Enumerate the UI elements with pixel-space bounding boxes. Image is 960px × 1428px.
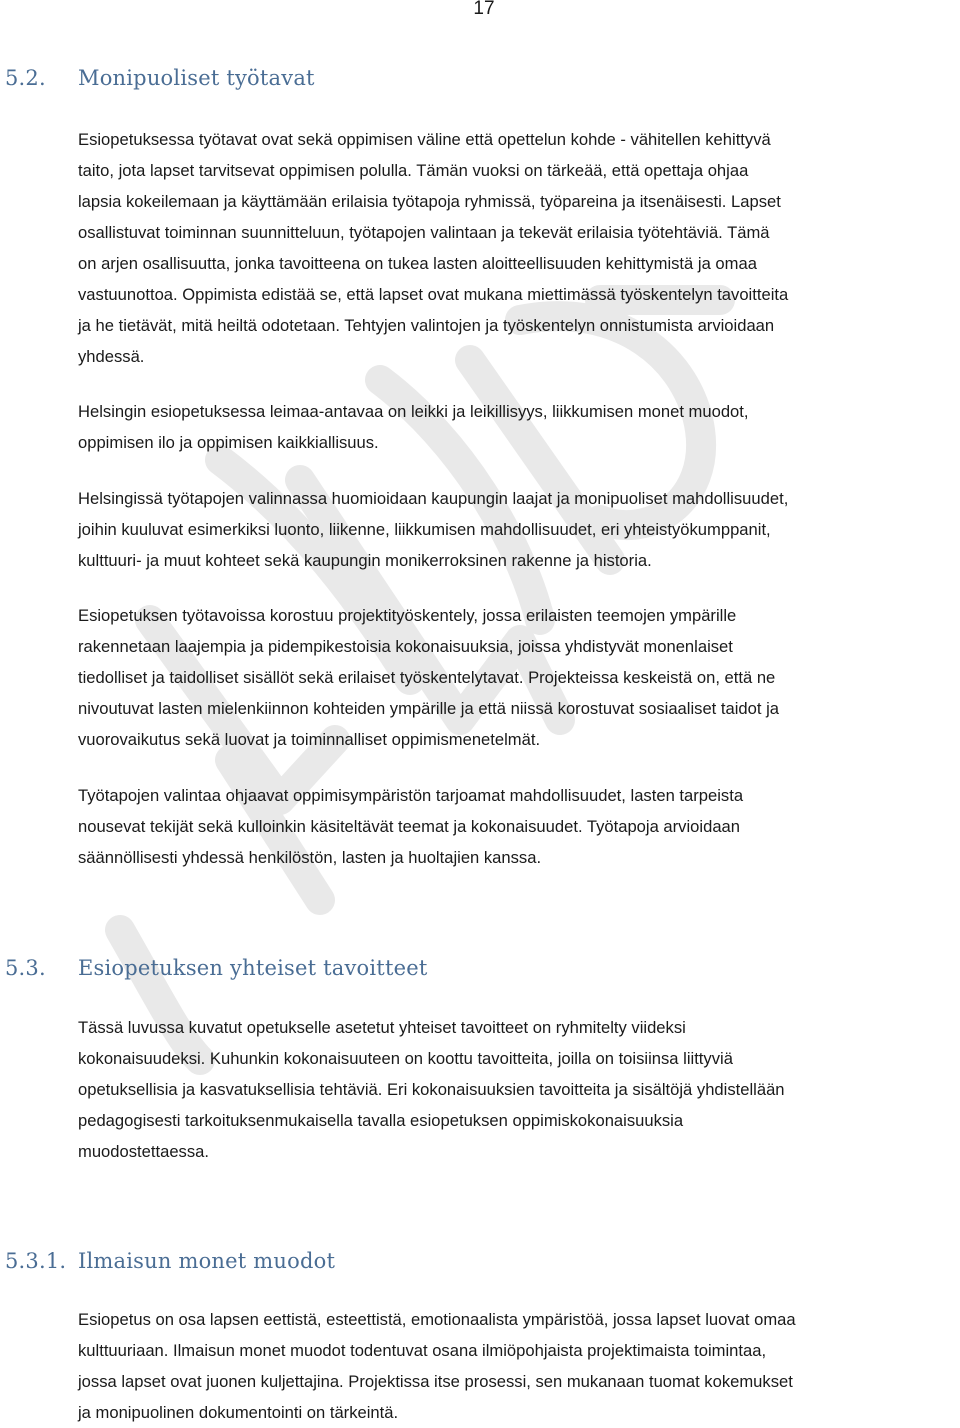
text-line: pedagogisesti tarkoituksenmukaisella tavalla esiopetuksen oppimiskokonaisuuksia	[78, 1111, 684, 1130]
text-line: säännöllisesti yhdessä henkilöstön, lasten ja huoltajien kanssa.	[78, 848, 542, 867]
text-line: vuorovaikutus sekä luovat ja toiminnalliset oppimismenetelmät.	[78, 730, 541, 749]
section-title: Monipuoliset työtavat	[78, 66, 315, 90]
text-line: tiedolliset ja taidolliset sisällöt sekä erilaiset työskentelytavat. Projekteissa keskeistä on, että ne	[78, 668, 776, 687]
text-line: ja he tietävät, mitä heiltä odotetaan. Tehtyjen valintojen ja työskentelyn onnistumista arvioidaan	[78, 316, 775, 335]
text-line: Työtapojen valintaa ohjaavat oppimisympäristön tarjoamat mahdollisuudet, lasten tarpeista	[78, 786, 744, 805]
text-line: ja monipuolinen dokumentointi on tärkeintä.	[78, 1403, 399, 1422]
section-title: Ilmaisun monet muodot	[78, 1249, 336, 1273]
section-heading-5-3	[5, 956, 427, 980]
text-line: opetuksellisia ja kasvatuksellisia tehtäviä. Eri kokonaisuuksien tavoitteita ja sisältöjä yhdistellään	[78, 1080, 785, 1099]
text-line: muodostettaessa.	[78, 1142, 209, 1161]
paragraph	[78, 1012, 960, 1167]
text-line: Esiopetuksessa työtavat ovat sekä oppimisen väline että opettelun kohde - vähitellen kehittyvä	[78, 130, 771, 149]
text-line: Helsingissä työtapojen valinnassa huomioidaan kaupungin laajat ja monipuoliset mahdollisuudet,	[78, 489, 789, 508]
paragraph	[78, 780, 960, 873]
text-line: lapsia kokeilemaan ja käyttämään erilaisia työtapoja ryhmissä, työpareina ja itsenäisesti. Lapset	[78, 192, 781, 211]
text-line: on arjen osallisuutta, jonka tavoitteena on tukea lasten aloitteellisuuden kehittymistä ja omaa	[78, 254, 757, 273]
section-number: 5.2.	[5, 66, 46, 90]
text-line: oppimisen ilo ja oppimisen kaikkiallisuus.	[78, 433, 379, 452]
text-line: nivoutuvat lasten mielenkiinnon kohteiden ympärille ja että niissä korostuvat sosiaaliset taidot ja	[78, 699, 780, 718]
text-line: taito, jota lapset tarvitsevat oppimisen polulla. Tämän vuoksi on tärkeää, että opettaja ohjaa	[78, 161, 749, 180]
text-line: kulttuuri- ja muut kohteet sekä kaupungin monikerroksinen rakenne ja historia.	[78, 551, 652, 570]
section-heading-5-2	[5, 66, 315, 90]
text-line: yhdessä.	[78, 347, 145, 366]
section-title: Esiopetuksen yhteiset tavoitteet	[78, 956, 428, 980]
text-line: kokonaisuudeksi. Kuhunkin kokonaisuuteen on koottu tavoitteita, joilla on toisiinsa liittyviä	[78, 1049, 733, 1068]
paragraph	[78, 600, 960, 755]
paragraph	[78, 396, 960, 458]
text-line: kulttuuriaan. Ilmaisun monet muodot todentuvat osana ilmiöpohjaista projektimaista toimintaa,	[78, 1341, 767, 1360]
text-line: vastuunottoa. Oppimista edistää se, että lapset ovat mukana miettimässä työskentelyn tavoitteita	[78, 285, 789, 304]
paragraph	[78, 1304, 960, 1428]
section-number: 5.3.1.	[5, 1249, 67, 1273]
text-line: rakennetaan laajempia ja pidempikestoisia kokonaisuuksia, joissa yhdistyvät monenlaiset	[78, 637, 733, 656]
text-line: Tässä luvussa kuvatut opetukselle asetetut yhteiset tavoitteet on ryhmitelty viideksi	[78, 1018, 686, 1037]
text-line: jossa lapset ovat juonen kuljettajina. Projektissa itse prosessi, sen mukanaan tuomat kokemukset	[78, 1372, 793, 1391]
text-line: osallistuvat toiminnan suunnitteluun, työtapojen valintaan ja tekevät erilaisia työtehtäviä. Tämä	[78, 223, 770, 242]
paragraph	[78, 483, 960, 576]
section-number: 5.3.	[5, 956, 46, 980]
text-line: Helsingin esiopetuksessa leimaa-antavaa on leikki ja leikillisyys, liikkumisen monet muodot,	[78, 402, 749, 421]
text-line: Esiopetuksen työtavoissa korostuu projektityöskentely, jossa erilaisten teemojen ympärille	[78, 606, 737, 625]
paragraph	[78, 124, 960, 372]
text-line: joihin kuuluvat esimerkiksi luonto, liikenne, liikkumisen mahdollisuudet, eri yhteistyökumppanit,	[78, 520, 771, 539]
text-line: nousevat tekijät sekä kulloinkin käsiteltävät teemat ja kokonaisuudet. Työtapoja arvioidaan	[78, 817, 740, 836]
page-number: 17	[473, 0, 495, 19]
section-heading-5-3-1	[5, 1249, 335, 1273]
text-line: Esiopetus on osa lapsen eettistä, esteettistä, emotionaalista ympäristöä, jossa lapset luovat omaa	[78, 1310, 796, 1329]
